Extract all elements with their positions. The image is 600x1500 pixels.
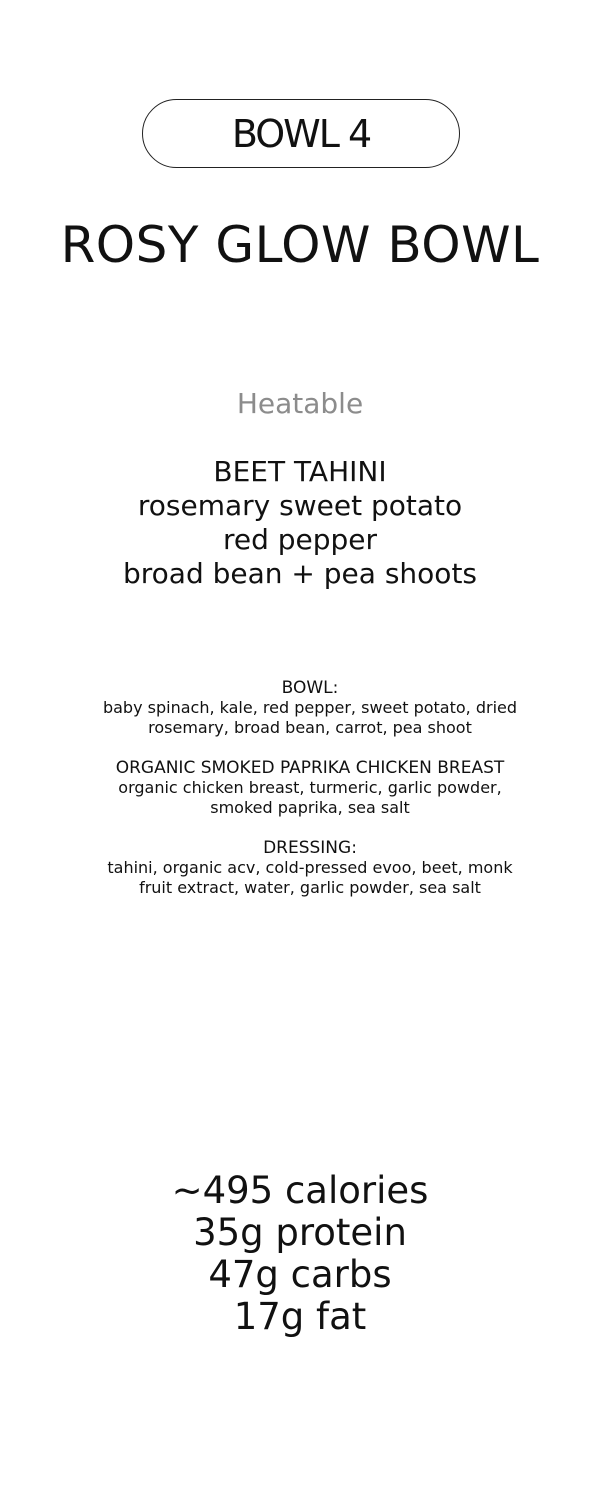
protein-ingredients-heading: ORGANIC SMOKED PAPRIKA CHICKEN BREAST xyxy=(115,758,505,778)
bowl-title: ROSY GLOW BOWL xyxy=(60,216,540,274)
bowl-ingredients-heading: BOWL: xyxy=(281,678,339,698)
feature-list xyxy=(0,455,600,591)
protein-ingredients-section xyxy=(100,758,520,818)
dressing-ingredients-list: tahini, organic acv, cold-pressed evoo, beet, monk fruit extract, water, garlic powder, sea salt xyxy=(107,858,513,897)
feature-item: broad bean + pea shoots xyxy=(122,557,478,590)
bowl-number-label: BOWL 4 xyxy=(231,111,371,156)
feature-item: BEET TAHINI xyxy=(213,455,387,488)
protein-value: 35g protein xyxy=(193,1211,407,1254)
dressing-ingredients-section xyxy=(100,838,520,898)
carbs-value: 47g carbs xyxy=(208,1253,392,1296)
protein-ingredients-list: organic chicken breast, turmeric, garlic powder, smoked paprika, sea salt xyxy=(118,778,502,817)
dressing-ingredients-heading: DRESSING: xyxy=(263,838,357,858)
macros-block xyxy=(0,1170,600,1338)
bowl-number-badge xyxy=(142,99,460,168)
heatable-tag: Heatable xyxy=(236,387,364,420)
bowl-ingredients-section xyxy=(100,678,520,738)
feature-item: rosemary sweet potato xyxy=(137,489,463,522)
ingredients-block xyxy=(100,678,520,918)
feature-item: red pepper xyxy=(222,523,378,556)
bowl-ingredients-list: baby spinach, kale, red pepper, sweet potato, dried rosemary, broad bean, carrot, pea shoot xyxy=(102,698,518,737)
fat-value: 17g fat xyxy=(233,1295,367,1338)
calories-value: ~495 calories xyxy=(171,1169,429,1212)
